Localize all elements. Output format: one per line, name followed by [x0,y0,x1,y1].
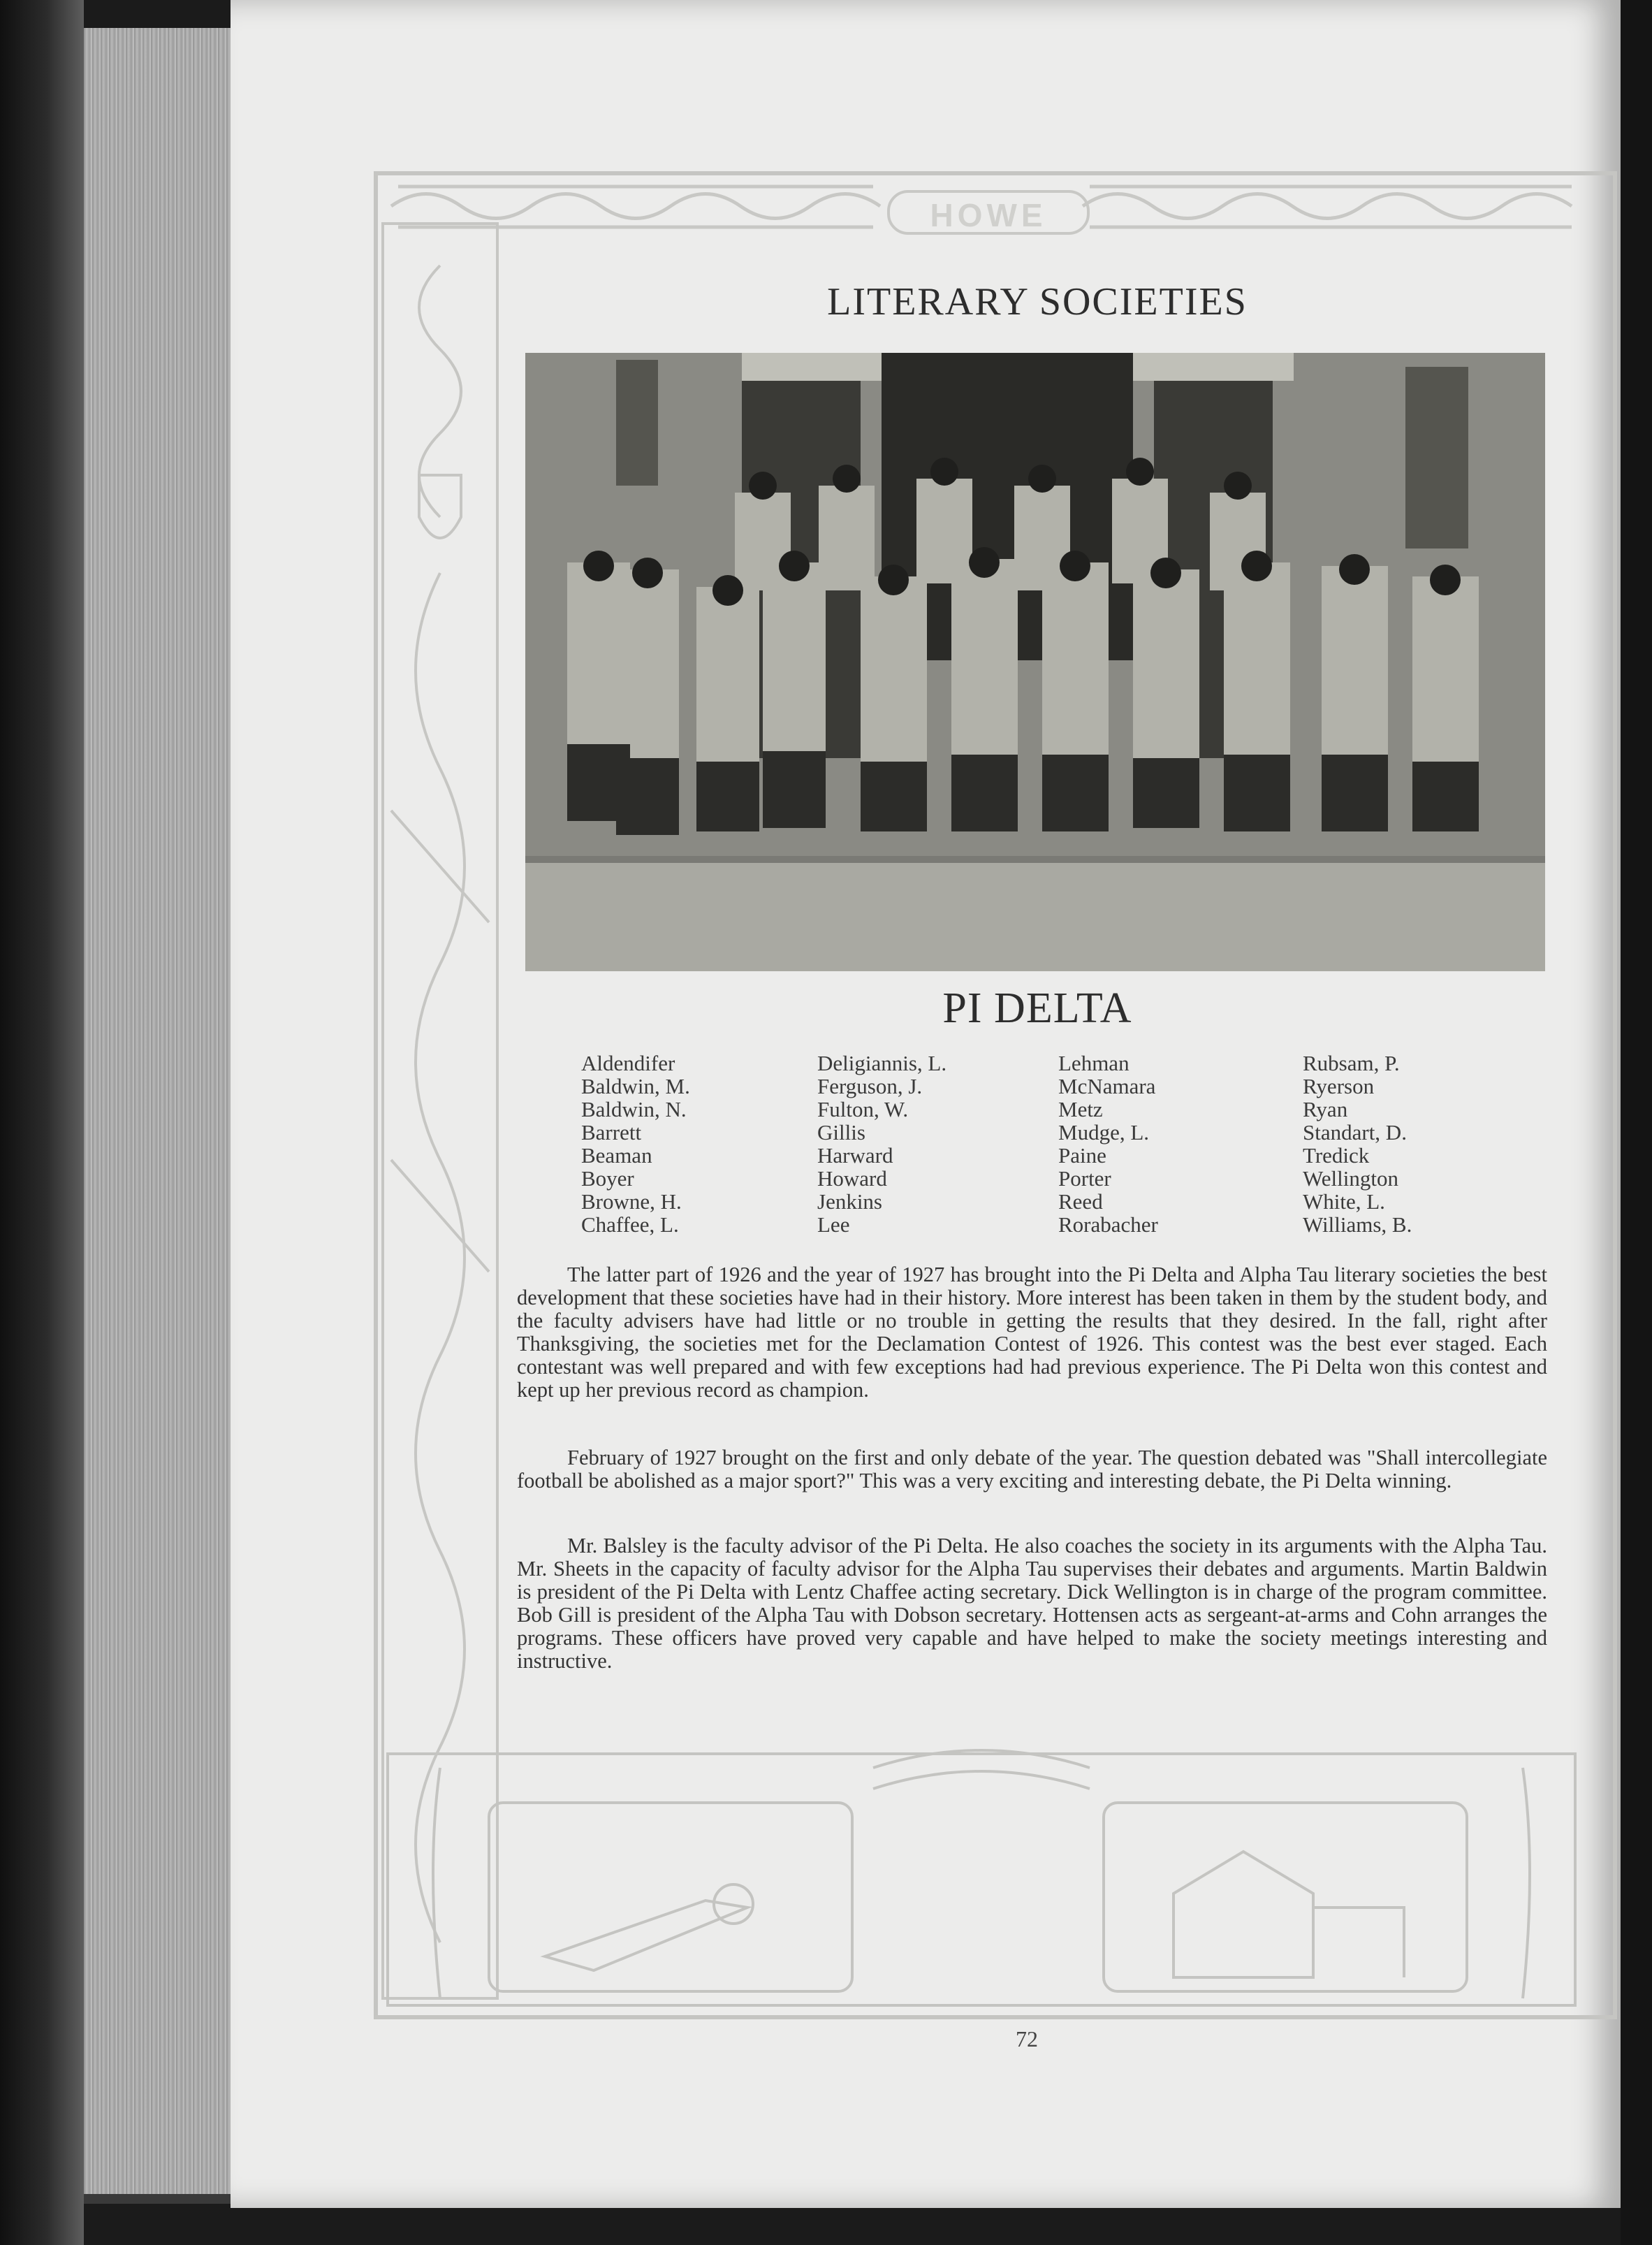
member-name: Browne, H. [581,1189,682,1214]
body-paragraph-1: The latter part of 1926 and the year of 1927 has brought into the Pi Delta and Alpha Tau literary societies the best development that these societies have had in their history. More interest has been taken in them by the student body, and the faculty advisers have had little or no trouble in getting the results that they desired. In the fall, right after Thanksgiving, the societies met for the Declamation Contest of 1926. This contest was the best ever staged. Each contestant was well prepared and with few exceptions had had previous experience. The Pi Delta won this contest and kept up her previous record as champion. [517,1263,1547,1402]
member-name: Gillis [817,1120,865,1145]
school-crest-label: HOWE [887,190,1090,235]
book-binding [0,0,84,2245]
book-edge-shadow [1621,0,1652,2245]
member-name: Jenkins [817,1189,882,1214]
body-paragraph-3: Mr. Balsley is the faculty advisor of the Pi Delta. He also coaches the society in its arguments with the Alpha Tau. Mr. Sheets in the capacity of faculty advisor for the Alpha Tau supervises their debates and arguments. Martin Baldwin is president of the Pi Delta with Lentz Chaffee acting secretary. Dick Wellington is in charge of the program committee. Bob Gill is president of the Alpha Tau with Dobson secretary. Hottensen acts as sergeant-at-arms and Cohn arranges the programs. These officers have proved very capable and have helped to make the society meetings interesting and instructive. [517,1534,1547,1673]
member-name: Howard [817,1166,887,1191]
member-name: Beaman [581,1143,652,1168]
member-name: McNamara [1058,1074,1156,1098]
member-name: Deligiannis, L. [817,1051,947,1075]
member-name: Barrett [581,1120,642,1145]
member-name: Baldwin, N. [581,1097,687,1121]
bottom-ornament-scene [384,1726,1579,2012]
member-name: Fulton, W. [817,1097,909,1121]
member-name: Baldwin, M. [581,1074,690,1098]
member-name: Chaffee, L. [581,1212,679,1237]
member-name: Standart, D. [1303,1120,1407,1145]
member-name: Ryan [1303,1097,1348,1121]
page-number: 72 [1016,2026,1038,2051]
page-title: LITERARY SOCIETIES [827,280,1248,324]
page-edges [84,28,251,2204]
group-photo [525,353,1545,971]
member-name: Lee [817,1212,850,1237]
roster-column-2 [817,1052,946,1236]
cadet-group-photograph [525,353,1545,971]
member-name: White, L. [1303,1189,1385,1214]
roster-column-4 [1303,1052,1412,1236]
member-name: Williams, B. [1303,1212,1412,1237]
body-paragraph-2: February of 1927 brought on the first and only debate of the year. The question debated was "Shall intercollegiate football be abolished as a major sport?" This was a very exciting and interesting debate, the Pi Delta winning. [517,1446,1547,1492]
society-name: PI DELTA [942,985,1132,1032]
member-name: Reed [1058,1189,1103,1214]
roster-column-3 [1058,1052,1158,1236]
member-name: Harward [817,1143,893,1168]
member-name: Rubsam, P. [1303,1051,1400,1075]
member-name: Boyer [581,1166,634,1191]
member-name: Aldendifer [581,1051,675,1075]
member-name: Ryerson [1303,1074,1375,1098]
member-name: Wellington [1303,1166,1398,1191]
member-name: Rorabacher [1058,1212,1158,1237]
member-name: Mudge, L. [1058,1120,1150,1145]
member-name: Porter [1058,1166,1111,1191]
member-name: Ferguson, J. [817,1074,923,1098]
roster-column-1 [581,1052,690,1236]
member-name: Lehman [1058,1051,1130,1075]
member-name: Metz [1058,1097,1103,1121]
member-name: Paine [1058,1143,1106,1168]
member-name: Tredick [1303,1143,1370,1168]
